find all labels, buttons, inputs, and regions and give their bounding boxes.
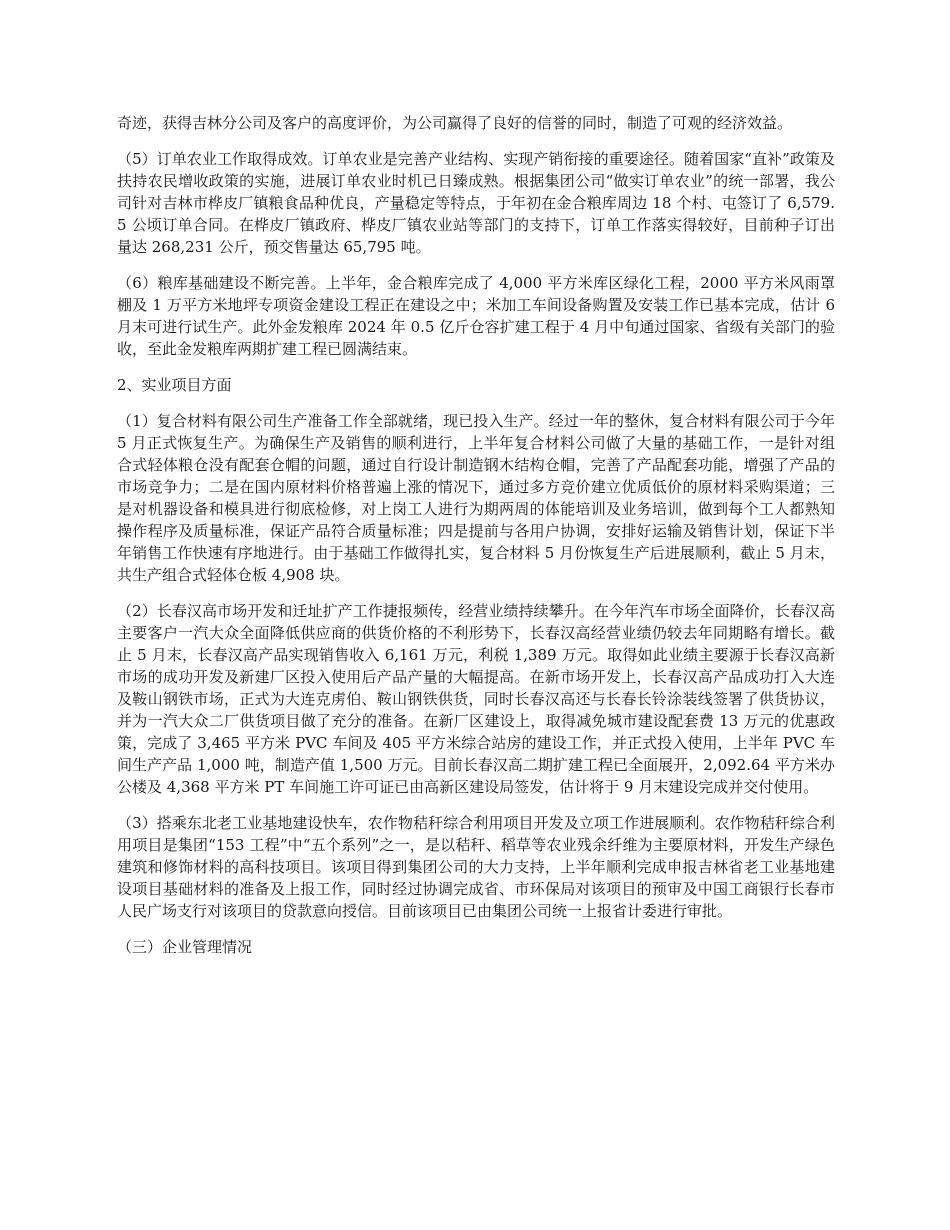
paragraph-composite-materials: （1）复合材料有限公司生产准备工作全部就绪，现已投入生产。经过一年的整休，复合材料有限公司于今年 5 月正式恢复生产。为确保生产及销售的顺利进行，上半年复合材料公司做了大量的基础工作，一是针对组合式轻体粮仓没有配套仓帽的问题，通过自行设计制造钢木结构仓帽，完善了产品配套功能，增强了产品的市场竞争力；二是在国内原材料价格普遍上涨的情况下，通过多方竞价建立优质低价的原材料采购渠道；三是对机器设备和模具进行彻底检修，对上岗工人进行为期两周的体能培训及业务培训，做到每个工人都熟知操作程序及质量标准，保证产品符合质量标准；四是提前与各用户协调，安排好运输及销售计划，保证下半年销售工作快速有序地进行。由于基础工作做得扎实，复合材料 5 月份恢复生产后进展顺利，截止 5 月末，共生产组合式轻体仓板 4,908 块。 <box>117 412 835 584</box>
document-body <box>117 112 835 972</box>
section-heading-enterprise-management: （三）企业管理情况 <box>117 938 253 956</box>
paragraph-intro-continuation: 奇迹，获得吉林分公司及客户的高度评价，为公司赢得了良好的信誉的同时，制造了可观的经济效益。 <box>117 114 793 132</box>
section-heading-industrial-projects: 2、实业项目方面 <box>117 376 232 394</box>
paragraph-changchun-henkel: （2）长春汉高市场开发和迁址扩产工作捷报频传，经营业绩持续攀升。在今年汽车市场全面降价，长春汉高主要客户一汽大众全面降低供应商的供货价格的不利形势下，长春汉高经营业绩仍较去年同期略有增长。截止 5 月末，长春汉高产品实现销售收入 6,161 万元，利税 1,389 万元。取得如此业绩主要源于长春汉高新市场的成功开发及新建厂区投入使用后产品产量的大幅提高。在新市场开发上，长春汉高产品成功打入大连及鞍山钢铁市场，正式为大连克虏伯、鞍山钢铁供货，同时长春汉高还与长春长铃涂装线签署了供货协议，并为一汽大众二厂供货项目做了充分的准备。在新厂区建设上，取得减免城市建设配套费 13 万元的优惠政策，完成了 3,465 平方米 PVC 车间及 405 平方米综合站房的建设工作，并正式投入使用，上半年 PVC 车间生产产品 1,000 吨，制造产值 1,500 万元。目前长春汉高二期扩建工程已全面展开，2,092.64 平方米办公楼及 4,368 平方米 PT 车间施工许可证已由高新区建设局签发，估计将于 9 月末建设完成并交付使用。 <box>117 602 835 796</box>
paragraph-order-agriculture: （5）订单农业工作取得成效。订单农业是完善产业结构、实现产销衔接的重要途径。随着国家“直补”政策及扶持农民增收政策的实施，进展订单农业时机已日臻成熟。根据集团公司“做实订单农业”的统一部署，我公司针对吉林市桦皮厂镇粮食品种优良，产量稳定等特点，于年初在金合粮库周边 18 个村、屯签订了 6,579.5 公顷订单合同。在桦皮厂镇政府、桦皮厂镇农业站等部门的支持下，订单工作落实得较好，目前种子订出量达 268,231 公斤，预交售量达 65,795 吨。 <box>117 150 835 256</box>
paragraph-straw-utilization: （3）搭乘东北老工业基地建设快车，农作物秸秆综合利用项目开发及立项工作进展顺利。农作物秸秆综合利用项目是集团“153 工程”中“五个系列”之一，是以秸秆、稻草等农业残余纤维为主要原材料，开发生产绿色建筑和修饰材料的高科技项目。该项目得到集团公司的大力支持，上半年顺利完成申报吉林省老工业基地建设项目基础材料的准备及上报工作，同时经过协调完成省、市环保局对该项目的预审及中国工商银行长春市人民广场支行对该项目的贷款意向授信。目前该项目已由集团公司统一上报省计委进行审批。 <box>117 814 835 920</box>
paragraph-granary-construction: （6）粮库基础建设不断完善。上半年，金合粮库完成了 4,000 平方米库区绿化工程，2000 平方米风雨罩棚及 1 万平方米地坪专项资金建设工程正在建设之中；米加工车间设备购置及安装工作已基本完成，估计 6 月末可进行试生产。此外金发粮库 2024 年 0.5 亿斤仓容扩建工程于 4 月中旬通过国家、省级有关部门的验收，至此金发粮库两期扩建工程已圆满结束。 <box>117 274 835 358</box>
